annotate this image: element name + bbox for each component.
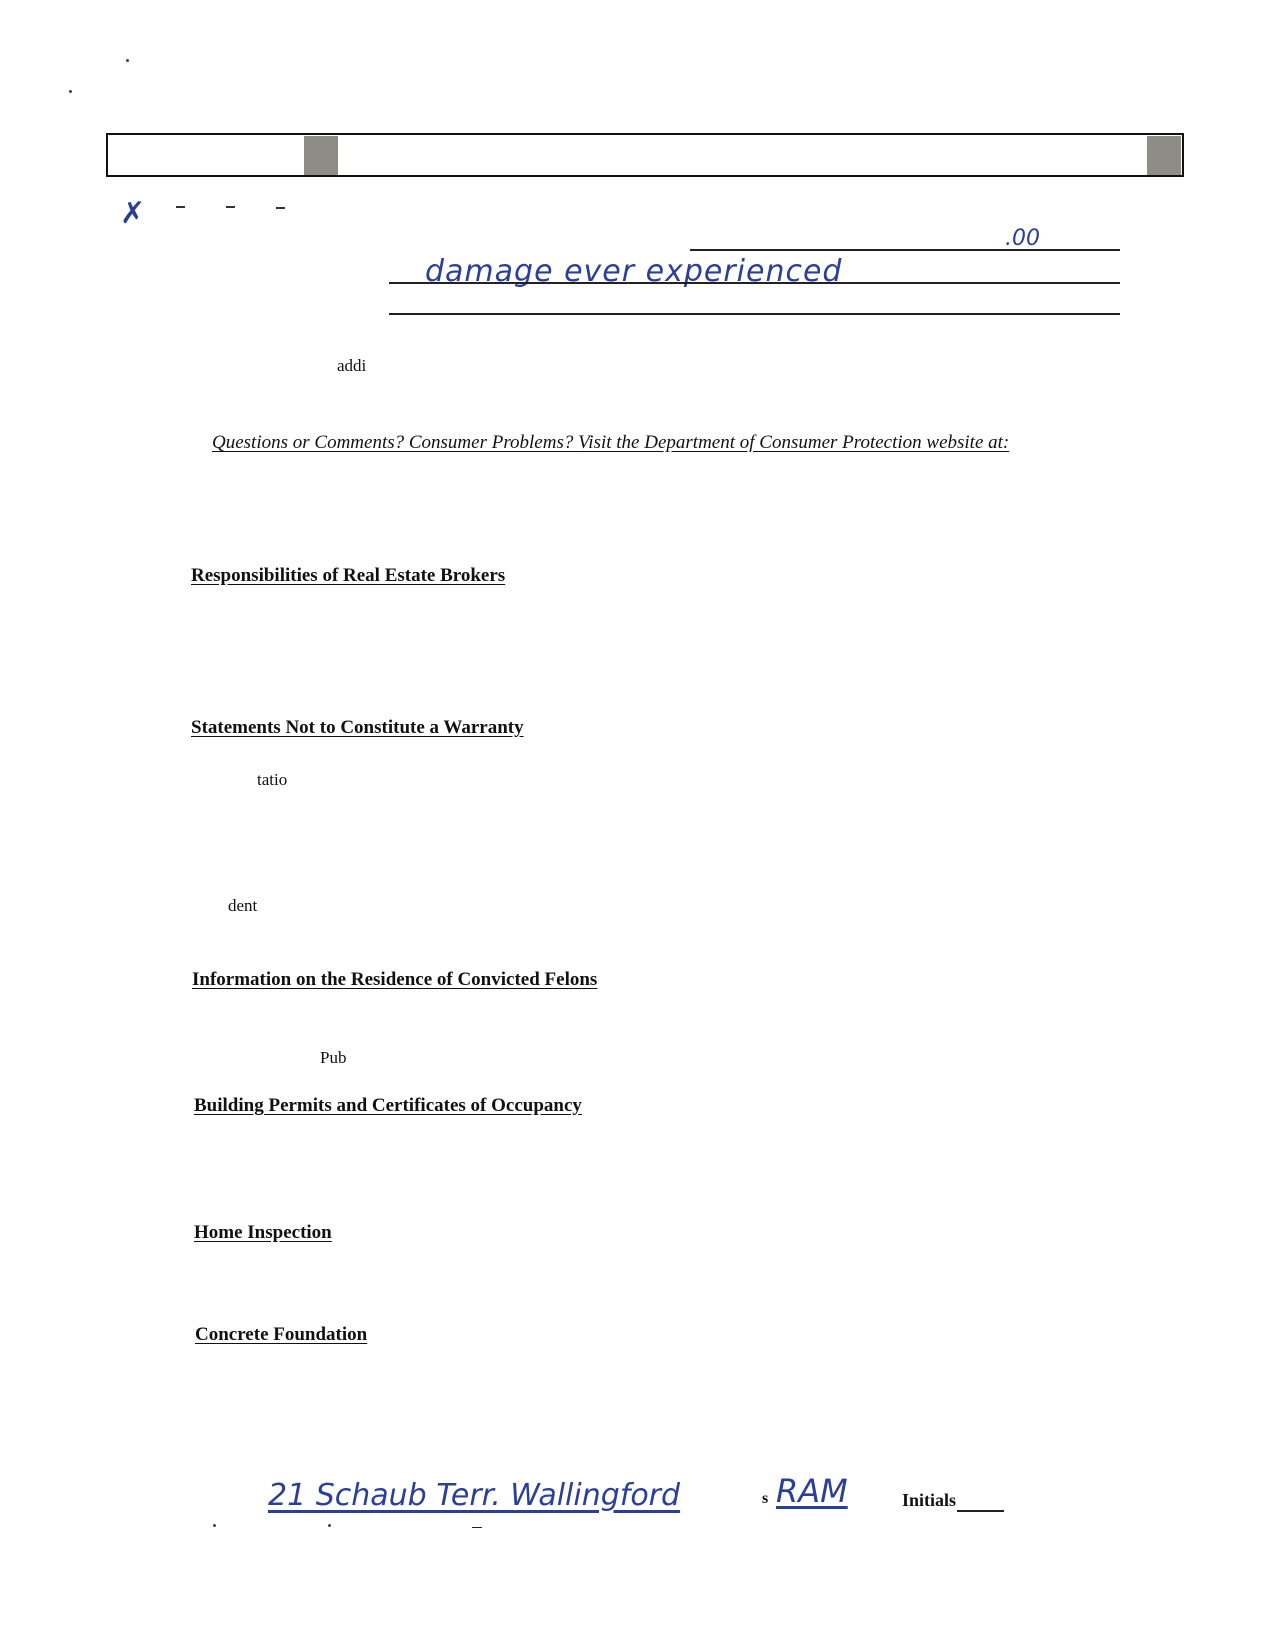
scan-speck (328, 1524, 331, 1527)
initials-label: Initials (902, 1490, 957, 1510)
text-fragment: dent (228, 896, 258, 915)
heading-no-warranty: Statements Not to Constitute a Warranty (191, 717, 524, 738)
dash (226, 206, 235, 208)
heading-concrete-foundation: Concrete Foundation (195, 1324, 368, 1345)
answer-line (389, 313, 1120, 315)
scan-speck (69, 90, 72, 93)
consumer-protection-link[interactable]: Questions or Comments? Consumer Problems? Visit the Department of Consumer Protection website at: (212, 432, 1010, 453)
scan-speck (213, 1524, 216, 1527)
redaction-block (304, 136, 338, 175)
header-bar (106, 133, 1184, 177)
dash (176, 206, 185, 208)
scan-mark (472, 1527, 482, 1528)
heading-broker-responsibilities: Responsibilities of Real Estate Brokers (191, 565, 506, 586)
handwritten-answer: damage ever experienced (425, 254, 843, 289)
signature-prefix: s (762, 1490, 769, 1507)
initials-line (957, 1510, 1004, 1512)
text-fragment: tatio (257, 770, 288, 789)
answer-line (389, 282, 1120, 284)
handwritten-x-mark: ✗ (120, 196, 146, 231)
dash (276, 207, 285, 209)
heading-building-permits: Building Permits and Certificates of Occupancy (194, 1095, 582, 1116)
heading-home-inspection: Home Inspection (194, 1222, 332, 1243)
handwritten-partial-text: .00 (1005, 226, 1040, 251)
redaction-block (1147, 136, 1181, 175)
handwritten-initials: RAM (776, 1472, 848, 1510)
text-fragment: Pub (320, 1048, 347, 1067)
answer-line (690, 249, 1120, 251)
scan-speck (126, 59, 129, 62)
text-fragment: addi (337, 356, 367, 375)
handwritten-property-address: 21 Schaub Terr. Wallingford (268, 1478, 681, 1513)
heading-convicted-felons: Information on the Residence of Convicted Felons (192, 969, 598, 990)
